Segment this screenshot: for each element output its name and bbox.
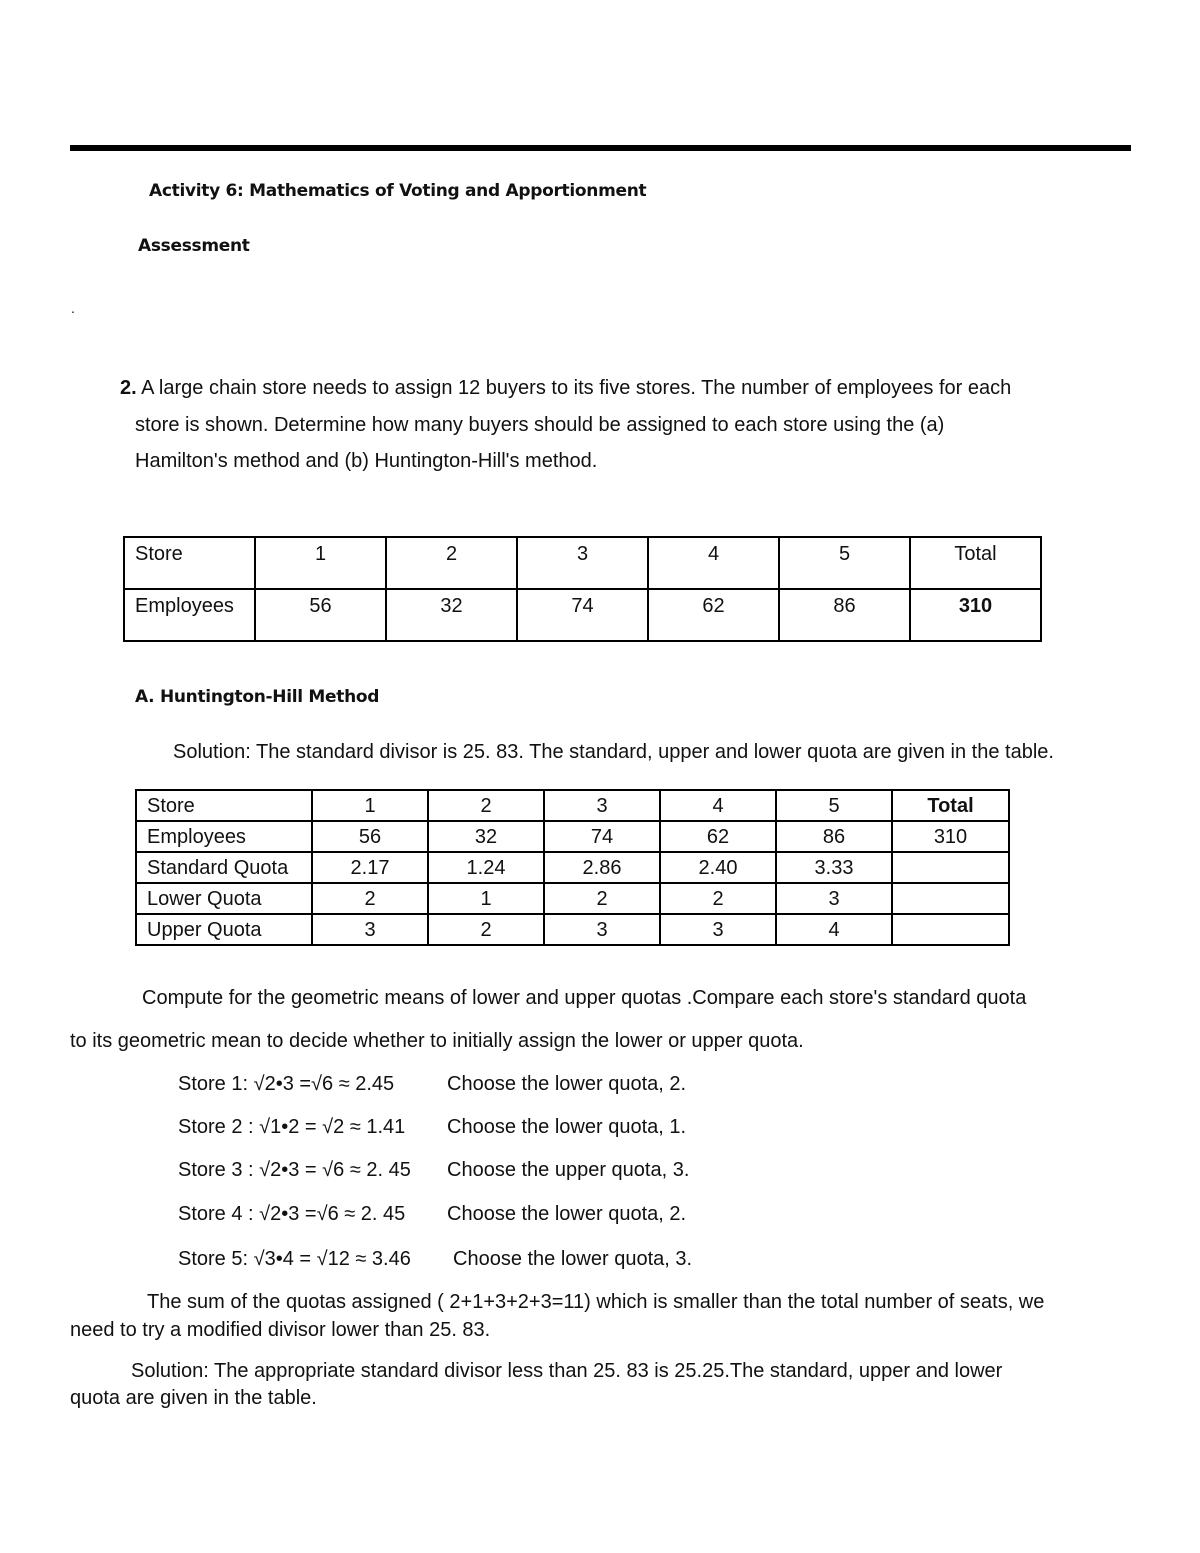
- stray-dot: .: [71, 300, 75, 316]
- table-row: [136, 821, 1009, 852]
- sum-line-1: The sum of the quotas assigned ( 2+1+3+2+3=11) which is smaller than the total number of seats, we: [147, 1291, 1045, 1313]
- table-cell: 2.17: [312, 852, 428, 883]
- quota-table: [135, 789, 1010, 946]
- table-cell: [892, 914, 1009, 945]
- sum-line-2: need to try a modified divisor lower than 25. 83.: [70, 1319, 491, 1341]
- compute-line-1: Compute for the geometric means of lower and upper quotas .Compare each store's standard quota: [142, 987, 1027, 1009]
- table-cell: Store: [136, 790, 312, 821]
- table-cell: 1: [312, 790, 428, 821]
- store-2-choice: Choose the lower quota, 1.: [447, 1116, 687, 1138]
- table-cell: 2: [428, 790, 544, 821]
- table-cell: 62: [660, 821, 776, 852]
- activity-title: Activity 6: Mathematics of Voting and Apportionment: [149, 181, 647, 201]
- table-cell: [892, 852, 1009, 883]
- table-cell: 2.86: [544, 852, 660, 883]
- table-cell: 5: [779, 537, 910, 589]
- table-cell: 86: [779, 589, 910, 641]
- table-row: [136, 914, 1009, 945]
- table-cell: 1.24: [428, 852, 544, 883]
- table-cell: 1: [255, 537, 386, 589]
- store-1-choice: Choose the lower quota, 2.: [447, 1073, 687, 1095]
- assessment-heading: Assessment: [138, 236, 250, 256]
- store-3-choice: Choose the upper quota, 3.: [447, 1159, 690, 1181]
- table-row: [136, 883, 1009, 914]
- table-cell: 32: [428, 821, 544, 852]
- table-cell: 4: [660, 790, 776, 821]
- table-cell: Total: [892, 790, 1009, 821]
- table-cell: 74: [544, 821, 660, 852]
- table-cell: 4: [776, 914, 892, 945]
- table-row: [124, 537, 1041, 589]
- table-cell: 32: [386, 589, 517, 641]
- table-row: [136, 790, 1009, 821]
- problem-line-1: [120, 378, 1011, 398]
- store-5-formula: Store 5: √3•4 = √12 ≈ 3.46: [178, 1248, 411, 1270]
- table-cell: 2: [428, 914, 544, 945]
- compute-line-2: to its geometric mean to decide whether to initially assign the lower or upper quota.: [70, 1030, 804, 1052]
- table-cell: 1: [428, 883, 544, 914]
- table-cell: 2.40: [660, 852, 776, 883]
- table-cell: 3: [776, 883, 892, 914]
- table-cell: 3.33: [776, 852, 892, 883]
- table-cell: 2: [544, 883, 660, 914]
- table-cell: 74: [517, 589, 648, 641]
- table-cell: 86: [776, 821, 892, 852]
- table-cell: 2: [386, 537, 517, 589]
- store-1-formula: Store 1: √2•3 =√6 ≈ 2.45: [178, 1073, 395, 1095]
- table-cell: 3: [312, 914, 428, 945]
- table-cell: 310: [910, 589, 1041, 641]
- table-cell: 2: [660, 883, 776, 914]
- table-cell: Standard Quota: [136, 852, 312, 883]
- table-cell: Total: [910, 537, 1041, 589]
- table-cell: 2: [312, 883, 428, 914]
- table-cell: 3: [544, 790, 660, 821]
- table-cell: 310: [892, 821, 1009, 852]
- table-cell: 3: [517, 537, 648, 589]
- table-cell: 3: [544, 914, 660, 945]
- table-cell: Store: [124, 537, 255, 589]
- problem-line-3: Hamilton's method and (b) Huntington-Hill's method.: [135, 450, 598, 472]
- table-row: [124, 589, 1041, 641]
- store-4-formula: Store 4 : √2•3 =√6 ≈ 2. 45: [178, 1203, 406, 1225]
- store-5-choice: Choose the lower quota, 3.: [453, 1248, 693, 1270]
- table-cell: Lower Quota: [136, 883, 312, 914]
- problem-text-1: A large chain store needs to assign 12 buyers to its five stores. The number of employees for each: [136, 377, 1012, 399]
- table-cell: [892, 883, 1009, 914]
- store-3-formula: Store 3 : √2•3 = √6 ≈ 2. 45: [178, 1159, 411, 1181]
- table-cell: 56: [255, 589, 386, 641]
- problem-number: 2.: [120, 377, 137, 399]
- table-cell: Employees: [124, 589, 255, 641]
- table-cell: 4: [648, 537, 779, 589]
- table-row: [136, 852, 1009, 883]
- solution-text: Solution: The standard divisor is 25. 83. The standard, upper and lower quota are given in the table.: [173, 741, 1054, 763]
- problem-line-2: store is shown. Determine how many buyers should be assigned to each store using the (a): [135, 414, 945, 436]
- section-a-title: A. Huntington-Hill Method: [135, 687, 380, 707]
- table-cell: 56: [312, 821, 428, 852]
- store-4-choice: Choose the lower quota, 2.: [447, 1203, 687, 1225]
- table-cell: 5: [776, 790, 892, 821]
- solution2-line-1: Solution: The appropriate standard divisor less than 25. 83 is 25.25.The standard, upper and lower: [131, 1360, 1003, 1382]
- table-cell: 3: [660, 914, 776, 945]
- solution2-line-2: quota are given in the table.: [70, 1387, 317, 1409]
- table-cell: Employees: [136, 821, 312, 852]
- store-2-formula: Store 2 : √1•2 = √2 ≈ 1.41: [178, 1116, 406, 1138]
- top-rule: [70, 145, 1131, 151]
- table-cell: 62: [648, 589, 779, 641]
- employees-table: [123, 536, 1042, 642]
- table-cell: Upper Quota: [136, 914, 312, 945]
